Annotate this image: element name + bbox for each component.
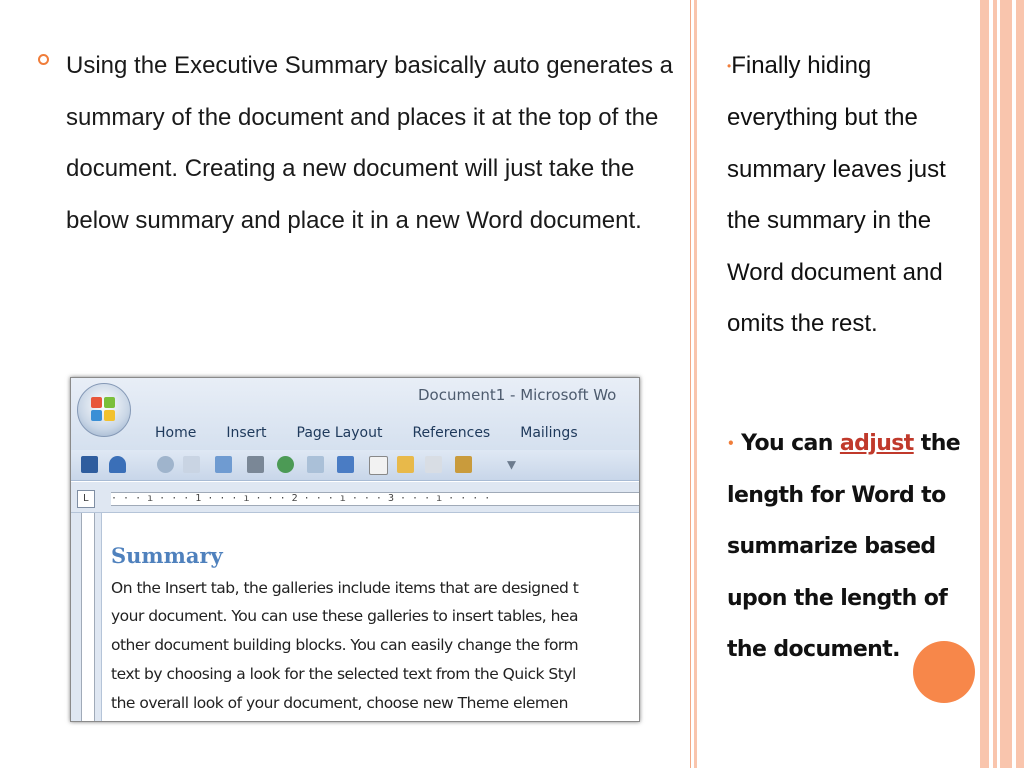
tab-home[interactable]: Home [155,425,197,441]
decor-stripe-3 [1000,0,1012,768]
redo-icon[interactable] [157,456,174,473]
summary-line: text by choosing a look for the selected text from the Quick Styl [111,665,576,683]
tab-stop-selector[interactable]: L [77,490,95,508]
tab-mailings[interactable]: Mailings [520,425,578,441]
summary-line: the overall look of your document, choose new Theme elemen [111,694,568,712]
picture-icon[interactable] [215,456,232,473]
divider-stripe [694,0,697,768]
side-note-2 [727,418,967,676]
summary-line: On the Insert tab, the galleries include items that are designed t [111,579,579,597]
bullet-dot-icon: • [727,436,735,451]
divider-line [690,0,691,768]
vertical-ruler [71,513,102,722]
tab-references[interactable]: References [412,425,491,441]
ribbon-tabs [155,425,608,441]
format-icon[interactable] [455,456,472,473]
summary-line: your document. You can use these galleries to insert tables, hea [111,607,578,625]
horizontal-ruler [71,482,639,513]
open-folder-icon[interactable] [397,456,414,473]
spelling-icon[interactable] [337,456,354,473]
ruler-scale: · · · ı · · · 1 · · · ı · · · 2 · · · ı · · · 3 · · · ı · · · · [111,492,639,506]
preview-icon[interactable] [307,456,324,473]
web-icon[interactable] [277,456,294,473]
window-title: Document1 - Microsoft Wo [418,386,617,404]
summary-heading: Summary [111,543,223,568]
word-screenshot [70,377,640,722]
side-note-2-suffix: the length for Word to summarize based upon the length of the document. [727,431,961,663]
side-note-2-prefix: You can [741,431,840,456]
tab-page-layout[interactable]: Page Layout [296,425,383,441]
save-icon[interactable] [81,456,98,473]
decor-stripe-4 [1016,0,1024,768]
side-note-1 [727,40,967,350]
decor-stripe-1 [980,0,989,768]
bullet-dot-icon: • [727,58,732,73]
tab-insert[interactable]: Insert [226,425,267,441]
bullet-icon [38,54,49,65]
book-icon[interactable] [425,456,442,473]
print-icon[interactable] [247,456,264,473]
office-button[interactable] [77,383,131,437]
side-note-1-text: Finally hiding everything but the summary leaves just the summary in the Word document and omits the rest. [727,52,946,338]
vertical-ruler-scale [81,513,95,722]
decor-circle [913,641,975,703]
decor-stripe-2 [993,0,997,768]
office-logo-icon [91,397,117,423]
adjust-link[interactable]: adjust [839,431,914,456]
blank-doc-icon[interactable] [369,456,388,475]
undo-icon[interactable] [109,456,126,473]
main-bullet-text: Using the Executive Summary basically auto generates a summary of the document and places it at the top of the document. Creating a new document will just take the below summary and place it in a new Word document. [66,52,673,234]
new-doc-icon[interactable] [183,456,200,473]
document-page[interactable] [109,513,639,721]
summary-line: other document building blocks. You can easily change the form [111,636,579,654]
